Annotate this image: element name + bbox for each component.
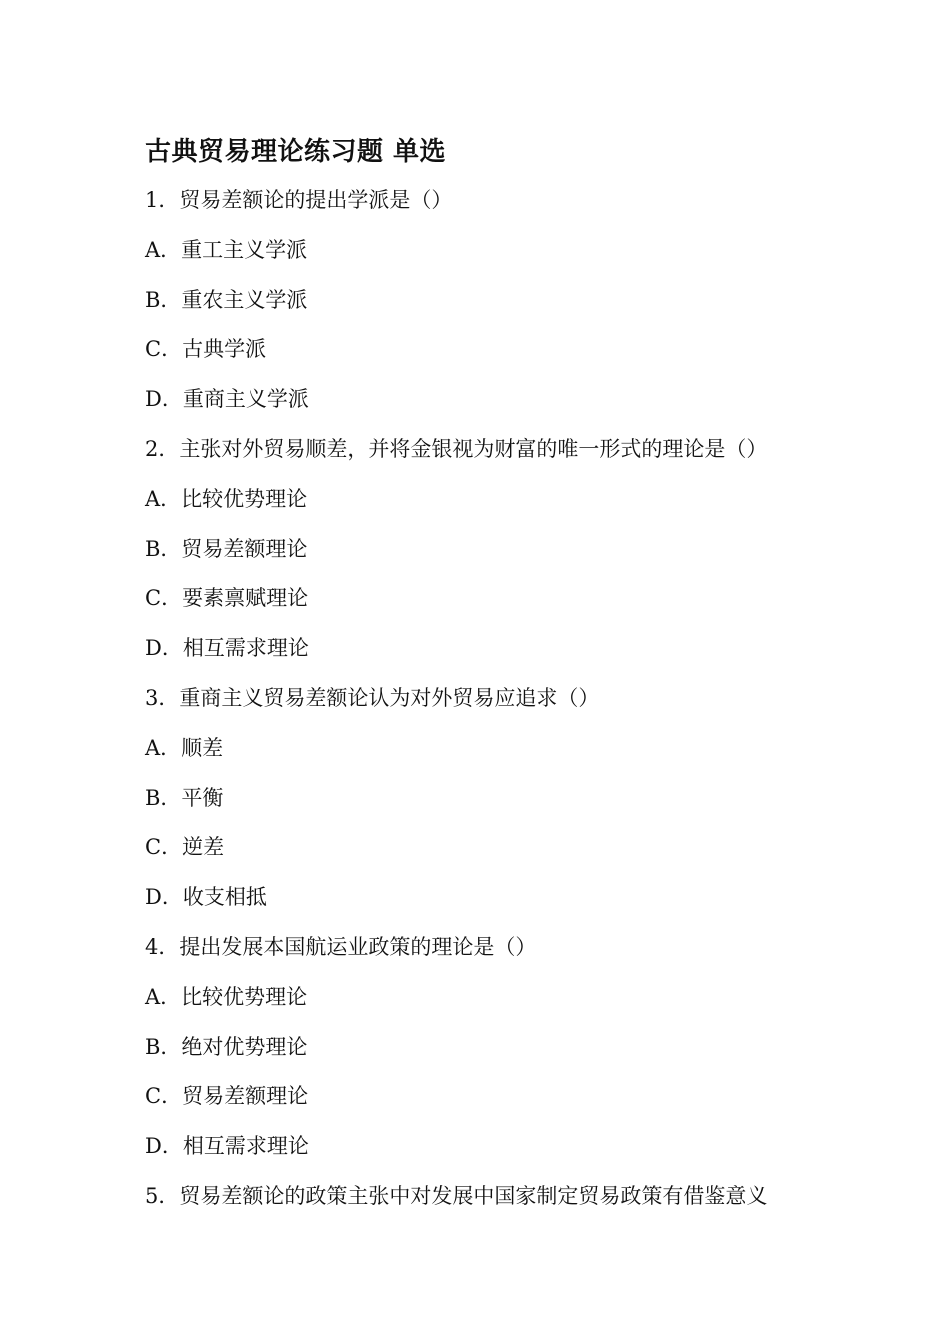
question-3-option-c: C．逆差 (145, 835, 225, 860)
question-2-option-a: A．比较优势理论 (145, 486, 308, 511)
question-2-option-c: C．要素禀赋理论 (145, 586, 309, 611)
question-4: 4．提出发展本国航运业政策的理论是（） (145, 934, 537, 959)
question-1: 1．贸易差额论的提出学派是（） (145, 188, 453, 212)
question-3-option-a: A．顺差 (145, 735, 224, 760)
question-4-option-c: C．贸易差额理论 (145, 1084, 309, 1109)
question-2-option-b: B．贸易差额理论 (145, 536, 308, 561)
question-list (145, 185, 845, 1231)
question-1-option-d: D．重商主义学派 (145, 387, 309, 412)
question-3: 3．重商主义贸易差额论认为对外贸易应追求（） (145, 685, 600, 710)
question-2: 2．主张对外贸易顺差，并将金银视为财富的唯一形式的理论是（） (145, 436, 768, 461)
document-title: 古典贸易理论练习题 单选 (145, 137, 447, 167)
question-5: 5．贸易差额论的政策主张中对发展中国家制定贸易政策有借鉴意义 (145, 1183, 768, 1208)
question-4-option-b: B．绝对优势理论 (145, 1034, 308, 1059)
question-1-option-a: A．重工主义学派 (145, 237, 308, 262)
question-1-option-c: C．古典学派 (145, 337, 267, 362)
question-1-option-b: B．重农主义学派 (145, 287, 308, 312)
question-3-option-b: B．平衡 (145, 785, 224, 810)
question-4-option-a: A．比较优势理论 (145, 984, 308, 1009)
question-2-option-d: D．相互需求理论 (145, 636, 309, 661)
question-4-option-d: D．相互需求理论 (145, 1134, 309, 1159)
question-3-option-d: D．收支相抵 (145, 885, 267, 910)
